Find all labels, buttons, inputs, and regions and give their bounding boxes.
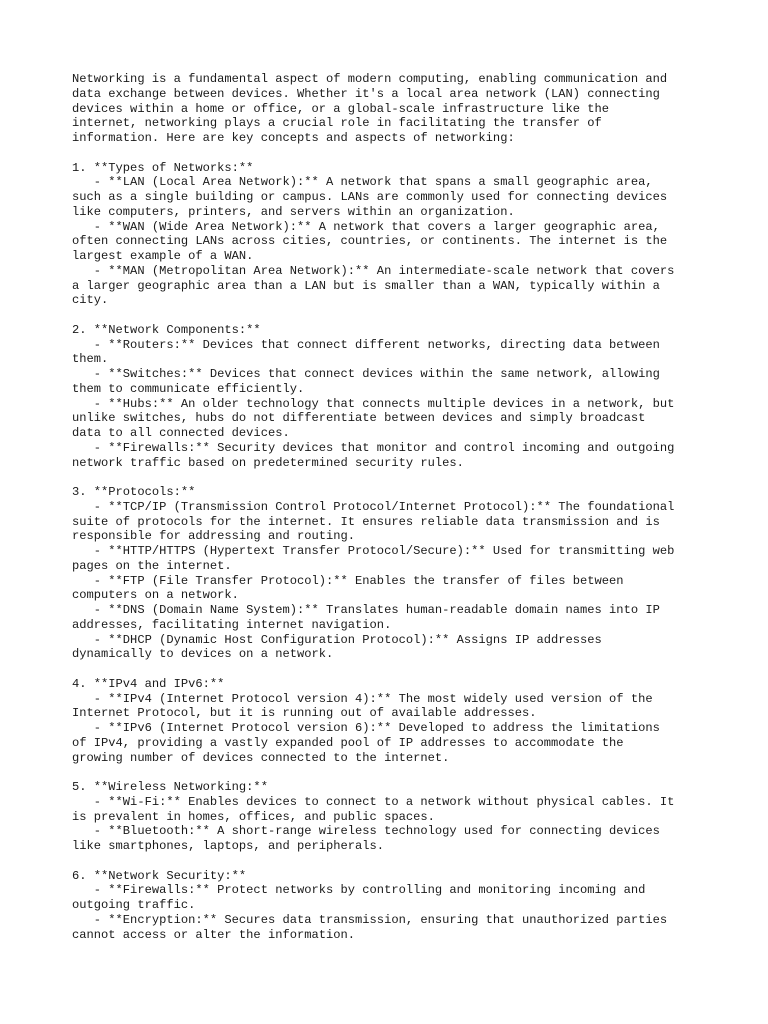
section-ipv4-ipv6: 4. **IPv4 and IPv6:** - **IPv4 (Internet Protocol version 4):** The most widely used version of the Internet Protocol, but it is running out of available addresses. - **IPv6 (Internet Protocol version 6):** Developed to address the limitations of IPv4, providing a vastly expanded pool of IP addresses to accommodate the growing number of devices connected to the internet. [72, 676, 660, 765]
paragraph-gap [72, 854, 712, 869]
section-network-components: 2. **Network Components:** - **Routers:** Devices that connect different networks, directing data between them. - **Switches:** Devices that connect devices within the same network, allowing them to communicate efficiently. - **Hubs:** An older technology that connects multiple devices in a network, but unlike switches, hubs do not differentiate between devices and simply broadcast data to all connected devices. - **Firewalls:** Security devices that monitor and control incoming and outgoing network traffic based on predetermined security rules. [72, 322, 675, 470]
paragraph-gap [72, 308, 712, 323]
paragraph-gap [72, 662, 712, 677]
section-protocols: 3. **Protocols:** - **TCP/IP (Transmission Control Protocol/Internet Protocol):** The foundational suite of protocols for the internet. It ensures reliable data transmission and is responsible for addressing and routing. - **HTTP/HTTPS (Hypertext Transfer Protocol/Secure):** Used for transmitting web pages on the internet. - **FTP (File Transfer Protocol):** Enables the transfer of files between computers on a network. - **DNS (Domain Name System):** Translates human-readable domain names into IP addresses, facilitating internet navigation. - **DHCP (Dynamic Host Configuration Protocol):** Assigns IP addresses dynamically to devices on a network. [72, 485, 675, 662]
paragraph-gap [72, 765, 712, 780]
paragraph-gap [72, 470, 712, 485]
section-network-security: 6. **Network Security:** - **Firewalls:** Protect networks by controlling and monitoring incoming and outgoing traffic. - **Encryption:** Secures data transmission, ensuring that unauthorized parties cannot access or alter the information. [72, 868, 668, 942]
section-types-of-networks: 1. **Types of Networks:** - **LAN (Local Area Network):** A network that spans a small geographic area, such as a single building or campus. LANs are commonly used for connecting devices like computers, printers, and servers within an organization. - **WAN (Wide Area Network):** A network that covers a larger geographic area, often connecting LANs across cities, countries, or continents. The internet is the largest example of a WAN. - **MAN (Metropolitan Area Network):** An intermediate-scale network that covers a larger geographic area than a LAN but is smaller than a WAN, typically within a city. [72, 160, 675, 308]
section-wireless-networking: 5. **Wireless Networking:** - **Wi-Fi:** Enables devices to connect to a network without physical cables. It is prevalent in homes, offices, and public spaces. - **Bluetooth:** A short-range wireless technology used for connecting devices like smartphones, laptops, and peripherals. [72, 780, 675, 853]
intro-paragraph: Networking is a fundamental aspect of modern computing, enabling communication and data exchange between devices. Whether it's a local area network (LAN) connecting devices within a home or office, or a global-scale infrastructure like the internet, networking plays a crucial role in facilitating the transfer of information. Here are key concepts and aspects of networking: [72, 72, 668, 145]
document-page [72, 72, 712, 942]
paragraph-gap [72, 146, 712, 161]
